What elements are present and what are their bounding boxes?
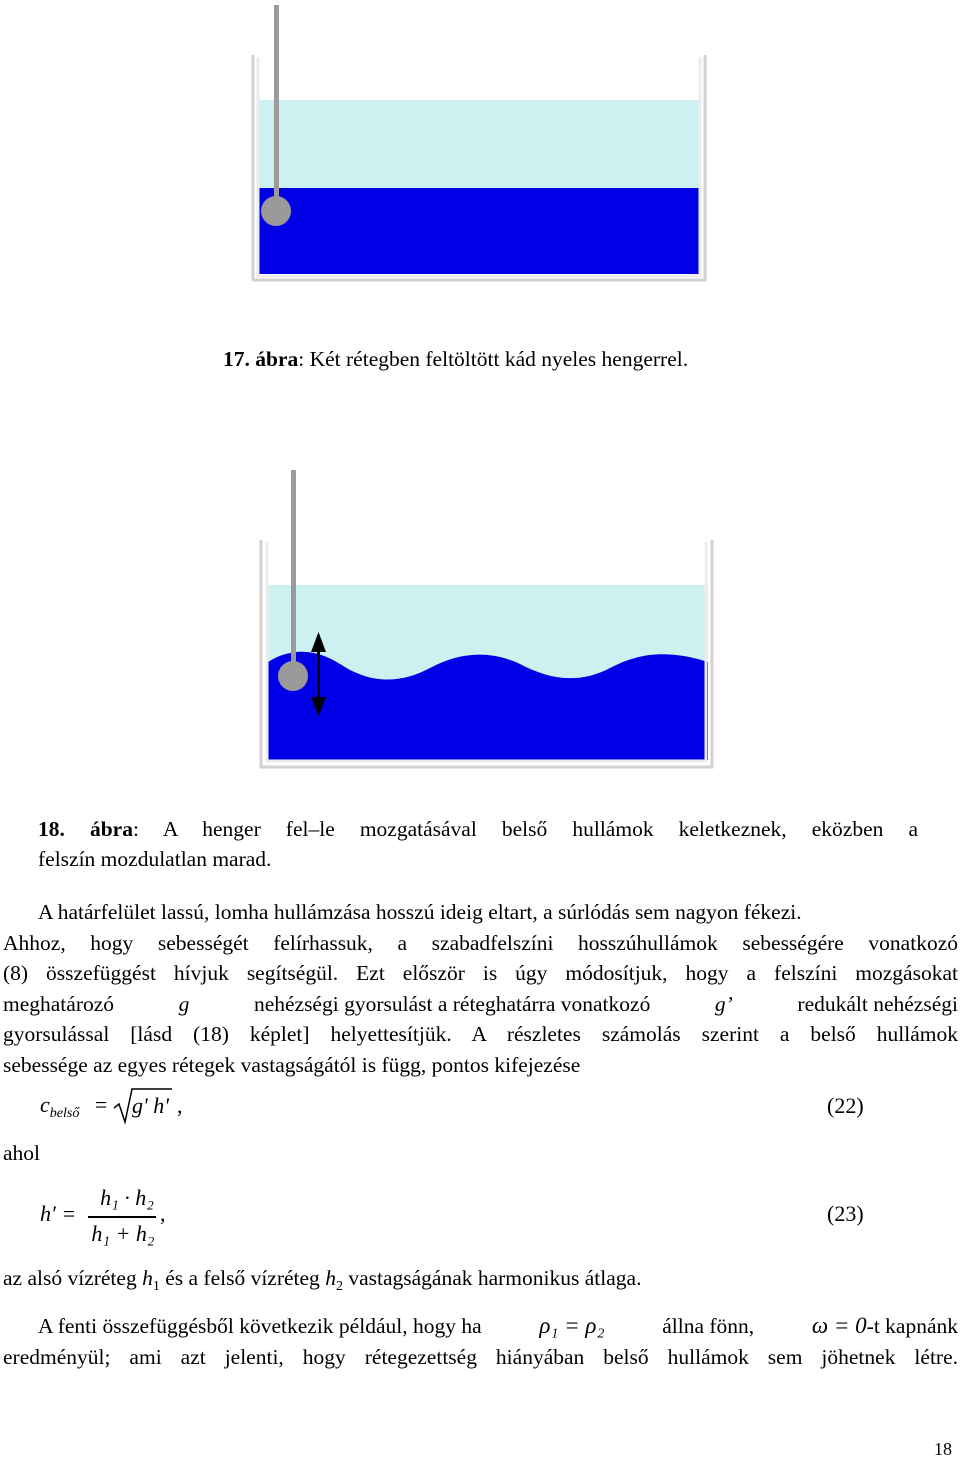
sentence-part: az alsó vízréteg [3, 1266, 137, 1290]
symbol-h2: h [325, 1266, 336, 1290]
paragraph-line-mixed [3, 1311, 958, 1342]
caption-text: : Két rétegben feltöltött kád nyeles hengerrel. [298, 347, 689, 371]
symbol-g-prime: g’ [714, 991, 733, 1016]
sentence-part: és a felső vízréteg [165, 1266, 320, 1290]
fraction-bar [88, 1216, 156, 1218]
rho-equation: ρ₁ = ρ₂ [539, 1313, 605, 1338]
paragraph-line: sebessége az egyes rétegek vastagságától is függ, pontos kifejezése [3, 1052, 581, 1077]
paragraph-line: gyorsulással [lásd (18) képlet] helyettesítjük. A részletes számolás szerint a belső hullámok [3, 1022, 958, 1046]
paragraph-word: redukált nehézségi [797, 991, 958, 1016]
ahol-label: ahol [3, 1141, 41, 1165]
rod [291, 470, 296, 675]
eq22-comma: , [177, 1093, 183, 1118]
eq23-comma: , [160, 1201, 166, 1226]
paragraph-line: (8) összefüggést hívjuk segítségül. Ezt először is úgy módosítjuk, hogy a felszíni mozgásokat [3, 961, 958, 985]
equation-22 [40, 1092, 107, 1122]
paragraph-word: nehézségi gyorsulást a réteghatárra vonatkozó [253, 991, 651, 1016]
symbol-g: g [178, 991, 190, 1016]
page-number: 18 [934, 1439, 952, 1459]
lower-water-layer-wave [268, 652, 708, 760]
paragraph-line: eredményül; ami azt jelenti, hogy rétegezettség hiányában belső hullámok sem jöhetnek létre. [3, 1344, 958, 1369]
caption-number: 18. ábra [38, 817, 133, 841]
paragraph-1 [3, 897, 958, 1080]
cylinder [278, 661, 308, 691]
paragraph-line-mixed [3, 989, 958, 1020]
figure-18-caption [38, 814, 918, 874]
sentence-harmonic-mean [3, 1266, 641, 1295]
eq23-numerator: h₁ · h₂ [100, 1185, 154, 1210]
paragraph-line: A határfelület lassú, lomha hullámzása hosszú ideig eltart, a súrlódás sem nagyon fékezi. [38, 900, 802, 924]
equation-number-22: (22) [827, 1093, 864, 1118]
paragraph-word: meghatározó [3, 991, 115, 1016]
paragraph-word: A fenti összefüggésből következik például, hogy ha [38, 1314, 482, 1338]
eq22-radicand: g' h' [132, 1093, 169, 1118]
caption-number: 17. ábra [223, 347, 299, 371]
omega-equation: ω = 0 [811, 1313, 867, 1338]
eq23-denominator: h₁ + h₂ [91, 1221, 155, 1246]
eq22-c-sub: belső [49, 1106, 80, 1121]
equation-number-23: (23) [827, 1201, 864, 1226]
caption-text-line2: felszín mozdulatlan marad. [38, 847, 272, 871]
caption-text-line1: : A henger fel–le mozgatásával belső hullámok keletkeznek, eközben a [132, 817, 918, 841]
eq23-lhs: h′ = [40, 1201, 77, 1226]
eq22-c: c [40, 1092, 50, 1117]
sentence-part: vastagságának harmonikus átlaga. [348, 1266, 642, 1290]
symbol-h1-sub: 1 [152, 1279, 160, 1294]
eq22-equals: = [94, 1092, 108, 1117]
paragraph-line: Ahhoz, hogy sebességét felírhassuk, a szabadfelszíni hosszúhullámok sebességére vonatkozó [3, 930, 958, 955]
paragraph-word: állna fönn, [662, 1314, 755, 1338]
symbol-h2-sub: 2 [335, 1279, 343, 1294]
paragraph-2 [3, 1311, 958, 1372]
symbol-h1: h [142, 1266, 153, 1290]
paragraph-word: -t kapnánk [866, 1314, 958, 1338]
